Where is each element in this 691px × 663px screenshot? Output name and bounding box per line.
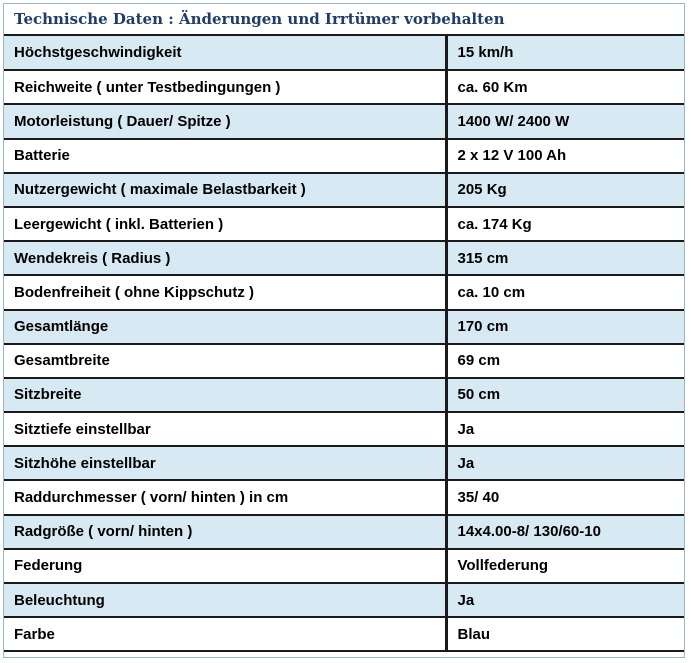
spec-label: Sitzbreite: [4, 378, 446, 412]
spec-label: Reichweite ( unter Testbedingungen ): [4, 70, 446, 104]
spec-row-sitzbreite: [4, 378, 684, 412]
spec-value: Vollfederung: [446, 549, 684, 583]
spec-row-sitzhoehe: [4, 446, 684, 480]
spec-label: Federung: [4, 549, 446, 583]
spec-value: Ja: [446, 412, 684, 446]
spec-label: Sitzhöhe einstellbar: [4, 446, 446, 480]
spec-label: Leergewicht ( inkl. Batterien ): [4, 207, 446, 241]
spec-label: Motorleistung ( Dauer/ Spitze ): [4, 104, 446, 138]
spec-row-nutzergewicht: [4, 173, 684, 207]
spec-label: Wendekreis ( Radius ): [4, 241, 446, 275]
spec-value: 14x4.00-8/ 130/60-10: [446, 515, 684, 549]
spec-row-wendekreis: [4, 241, 684, 275]
spec-value: Ja: [446, 446, 684, 480]
spec-label: Gesamtbreite: [4, 344, 446, 378]
spec-row-beleuchtung: [4, 583, 684, 617]
spec-label: Höchstgeschwindigkeit: [4, 36, 446, 70]
spec-row-raddurchmesser: [4, 480, 684, 514]
spec-row-gesamtbreite: [4, 344, 684, 378]
spec-sheet: [3, 3, 685, 658]
spec-label: Gesamtlänge: [4, 310, 446, 344]
spec-value: Ja: [446, 583, 684, 617]
spec-label: Beleuchtung: [4, 583, 446, 617]
spec-row-farbe: [4, 617, 684, 651]
spec-value: 35/ 40: [446, 480, 684, 514]
spec-value: 15 km/h: [446, 36, 684, 70]
spec-row-bodenfreiheit: [4, 275, 684, 309]
spec-value: ca. 60 Km: [446, 70, 684, 104]
spec-label: Nutzergewicht ( maximale Belastbarkeit ): [4, 173, 446, 207]
spec-row-batterie: [4, 139, 684, 173]
spec-value: 50 cm: [446, 378, 684, 412]
spec-row-hoechstgeschwindigkeit: [4, 36, 684, 70]
spec-value: 205 Kg: [446, 173, 684, 207]
spec-value: 315 cm: [446, 241, 684, 275]
spec-row-reichweite: [4, 70, 684, 104]
spec-row-leergewicht: [4, 207, 684, 241]
spec-label: Batterie: [4, 139, 446, 173]
spec-row-sitztiefe: [4, 412, 684, 446]
spec-table: [4, 36, 684, 652]
spec-label: Farbe: [4, 617, 446, 651]
spec-row-radgroesse: [4, 515, 684, 549]
spec-value: 1400 W/ 2400 W: [446, 104, 684, 138]
spec-value: ca. 10 cm: [446, 275, 684, 309]
spec-row-gesamtlaenge: [4, 310, 684, 344]
spec-label: Bodenfreiheit ( ohne Kippschutz ): [4, 275, 446, 309]
spec-value: 170 cm: [446, 310, 684, 344]
spec-value: Blau: [446, 617, 684, 651]
spec-value: 2 x 12 V 100 Ah: [446, 139, 684, 173]
spec-row-federung: [4, 549, 684, 583]
spec-label: Radgröße ( vorn/ hinten ): [4, 515, 446, 549]
spec-row-motorleistung: [4, 104, 684, 138]
spec-label: Raddurchmesser ( vorn/ hinten ) in cm: [4, 480, 446, 514]
spec-label: Sitztiefe einstellbar: [4, 412, 446, 446]
spec-table-title: Technische Daten : Änderungen und Irrtümer vorbehalten: [4, 4, 684, 36]
spec-value: 69 cm: [446, 344, 684, 378]
spec-value: ca. 174 Kg: [446, 207, 684, 241]
